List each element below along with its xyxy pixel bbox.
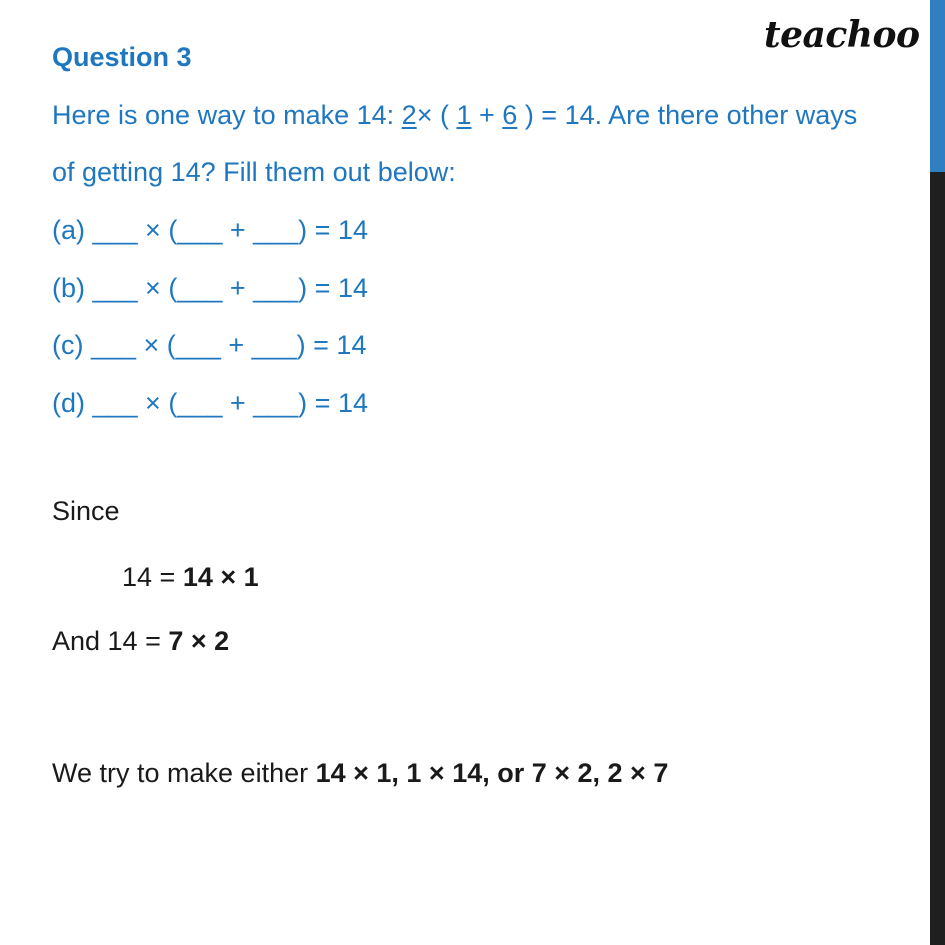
try-bold: 14 × 1, 1 × 14, or 7 × 2, 2 × 7 <box>315 758 669 788</box>
example-mid1: × ( <box>416 100 457 130</box>
question-title: Question 3 <box>52 42 192 72</box>
eq2-bold: 7 × 2 <box>168 626 230 656</box>
teachoo-logo: teachoo <box>764 14 920 56</box>
question-part-c: (c) ___ × (___ + ___) = 14 <box>52 330 367 360</box>
question-intro-line2: of getting 14? Fill them out below: <box>52 157 456 187</box>
question-part-d: (d) ___ × (___ + ___) = 14 <box>52 388 368 418</box>
example-value-a: 2 <box>401 100 417 130</box>
question-intro-line1 <box>52 98 857 132</box>
solution-since: Since <box>52 496 120 526</box>
eq2-prefix: And 14 = <box>52 626 169 656</box>
question-part-a: (a) ___ × (___ + ___) = 14 <box>52 215 368 245</box>
intro-prefix: Here is one way to make 14: <box>52 100 402 130</box>
eq1-prefix: 14 = <box>122 562 183 592</box>
solution-equation-2 <box>52 624 229 658</box>
intro-suffix: ) = 14. Are there other ways <box>517 100 858 130</box>
question-part-b: (b) ___ × (___ + ___) = 14 <box>52 273 368 303</box>
solution-equation-1 <box>122 560 259 594</box>
solution-try-line <box>52 756 668 790</box>
try-prefix: We try to make either <box>52 758 316 788</box>
example-mid2: + <box>471 100 503 130</box>
example-value-c: 6 <box>502 100 518 130</box>
example-value-b: 1 <box>456 100 472 130</box>
sidebar-accent-bar <box>930 0 945 172</box>
eq1-bold: 14 × 1 <box>182 562 259 592</box>
